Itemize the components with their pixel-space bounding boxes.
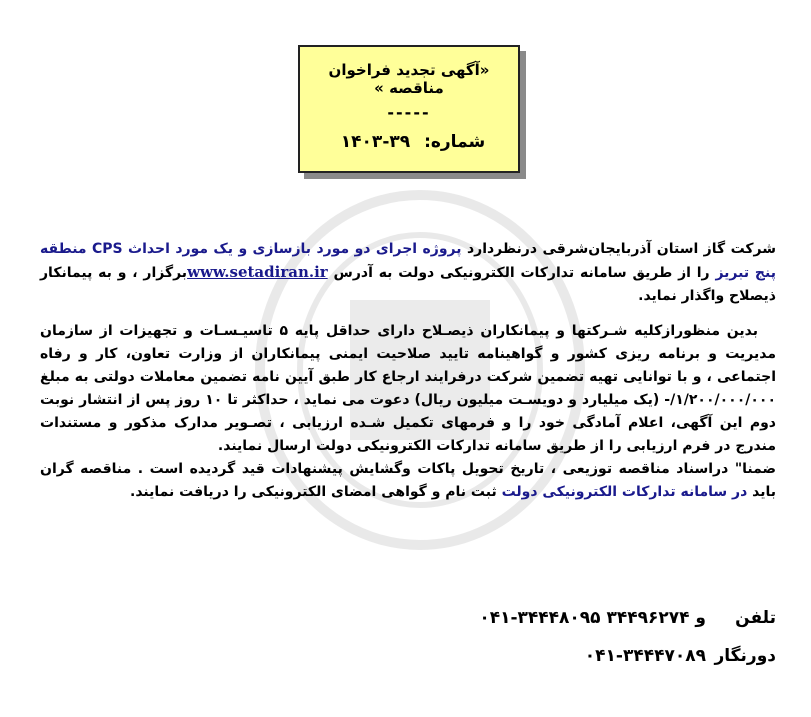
phone-value: ۰۴۱-۳۴۴۴۸۰۹۵ و ۳۴۴۹۶۲۷۴ [479, 608, 706, 628]
fax-value: ۰۴۱-۳۴۴۴۷۰۸۹ [584, 646, 706, 666]
website-link[interactable]: www.setadiran.ir [187, 263, 328, 281]
notice-title: «آگهی تجدید فراخوان مناقصه » [328, 61, 490, 97]
notice-divider: ----- [387, 103, 431, 122]
notes-highlight: در سامانه تدارکات الکترونیکی دولت [501, 484, 748, 500]
notice-header-box [298, 45, 520, 173]
fax-label: دورنگار [714, 646, 776, 666]
notice-number-value: ۳۹-۱۴۰۳ [340, 132, 411, 152]
phone-label: تلفن [735, 608, 776, 628]
notice-number [300, 132, 518, 152]
paragraph-requirements: بدین منظورازکلیه شـرکتها و پیمانکاران ذیصـلاح دارای حداقل پایه ۵ تاسیـسـات و تجهیزات از سازمان مدیریت و برنامه ریزی کشور و گواهینامه تایید صلاحیت ایمنی پیمانکاران از وزارت تعاون، کار و رفاه اجتماعی ، و با توانایی تهیه تضمین شرکت درفرایند ارجاع کار طبق آیین نامه تضمین معاملات دولتی به مبلغ ۱/۲۰۰/۰۰۰/۰۰۰/- (یک میلیارد و دویسـت میلیون ریال) دعوت می نماید ، حداکثر تا ۱۰ روز پس از انتشار نوبت دوم این آگهی، اعلام آمادگی خود را و فرمهای تکمیل شـده ارزیابی ، تصـویر مدارک مذکور و مستندات مندرج در فرم ارزیابی را از طریق سامانه تدارکات الکترونیکی دولت ارسال نمایند. [40, 323, 776, 454]
notes-part2: ثبت نام و گواهی امضای الکترونیکی را دریافت نمایند. [130, 484, 502, 500]
notice-body [40, 238, 776, 504]
intro-part2: را از طریق سامانه تدارکات الکترونیکی دولت به آدرس [327, 265, 716, 281]
notice-number-label: شماره: [424, 132, 486, 152]
fax-row [440, 646, 776, 666]
intro-part1: شرکت گاز استان آذربایجان‌شرقی درنظردارد [461, 241, 777, 257]
project-title: پروژه اجرای دو مورد بازسازی و یک مورد احداث CPS منطقه پنج تبریز [40, 241, 776, 281]
phone-row [440, 608, 776, 628]
notice-box-face [298, 45, 520, 173]
notes-part1: ضمنا" دراسناد مناقصه توزیعی ، تاریخ تحویل پاکات وگشایش پیشنهادات قید گردیده است . مناقصه گران باید [40, 461, 776, 500]
paragraph-notes [40, 458, 776, 504]
intro-part3: برگزار ، و به پیمانکار ذیصلاح واگذار نماید. [40, 265, 776, 304]
paragraph-intro [40, 238, 776, 308]
